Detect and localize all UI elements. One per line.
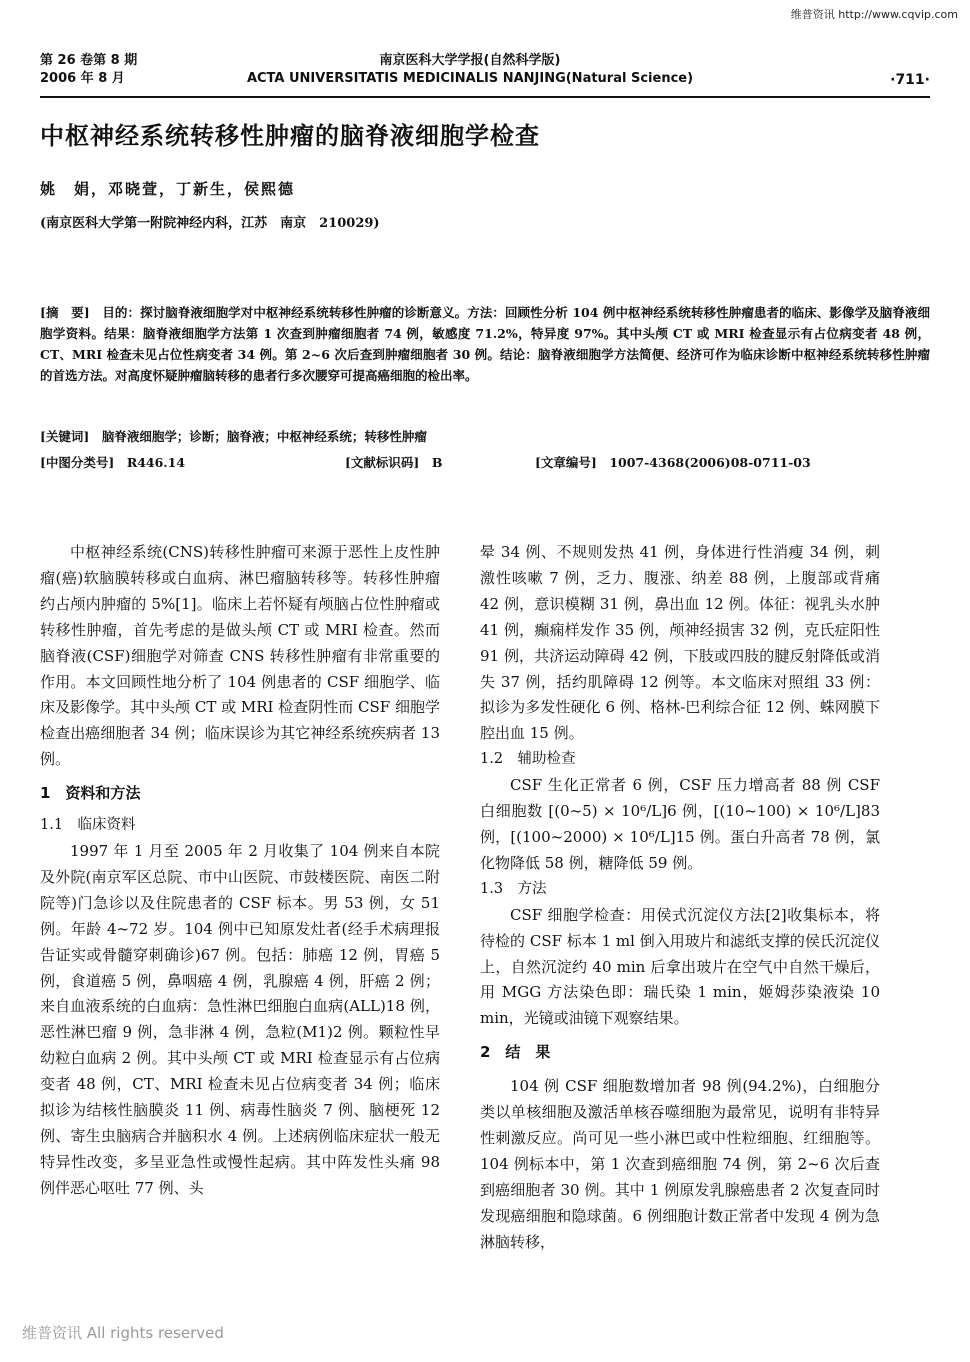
- date-label: 2006 年 8 月: [40, 71, 125, 86]
- section-1-2-heading: 1.2 辅助检查: [480, 751, 576, 768]
- article-title: 中枢神经系统转移性肿瘤的脑脊液细胞学检查: [40, 122, 540, 150]
- section-1-heading: 1 资料和方法: [40, 784, 141, 803]
- left-column: [40, 540, 440, 1202]
- section-1-2-paragraph: CSF 生化正常者 6 例，CSF 压力增高者 88 例 CSF 白细胞数 [(0~5) × 10⁶/L]6 例，[(10~100) × 10⁶/L]83 例，[(100~2000) × 10⁶/L]15 例。蛋白升高者 78 例，氯化物降低 58 例，糖降低 59 例。: [480, 776, 880, 872]
- authors: 姚 娟，邓晓萱，丁新生，侯熙德: [40, 180, 296, 198]
- journal-cn: 南京医科大学学报(自然科学版): [379, 53, 561, 68]
- page-number: ·711·: [890, 72, 930, 88]
- abstract: [摘 要] 目的：探讨脑脊液细胞学对中枢神经系统转移性肿瘤的诊断意义。方法：回顾性分析 104 例中枢神经系统转移性肿瘤患者的临床、影像学及脑脊液细胞学资料。结果：脑脊液细胞学方法第 1 次查到肿瘤细胞者 74 例，敏感度 71.2%，特异度 97%。其中头颅 CT 或 MRI 检查显示有占位病变者 48 例，CT、MRI 检查未见占位性病变者 34 例。第 2~6 次后查到肿瘤细胞者 30 例。结论：脑脊液细胞学方法简便、经济可作为临床诊断中枢神经系统转移性肿瘤的首选方法。对高度怀疑肿瘤脑转移的患者行多次腰穿可提高癌细胞的检出率。: [40, 305, 930, 383]
- footer-watermark: 维普资讯 All rights reserved: [22, 1324, 224, 1342]
- right-column: [480, 540, 880, 1255]
- intro-paragraph: 中枢神经系统(CNS)转移性肿瘤可来源于恶性上皮性肿瘤(癌)软脑膜转移或白血病、淋巴瘤脑转移等。转移性肿瘤约占颅内肿瘤的 5%[1]。临床上若怀疑有颅脑占位性肿瘤或转移性肿瘤，首先考虑的是做头颅 CT 或 MRI 检查。然而脑脊液(CSF)细胞学对筛查 CNS 转移性肿瘤有非常重要的作用。本文回顾性地分析了 104 例患者的 CSF 细胞学、临床及影像学。其中头颅 CT 或 MRI 检查阴性而 CSF 细胞学检查出癌细胞者 34 例；临床误诊为其它神经系统疾病者 13 例。: [40, 543, 440, 769]
- section-1-1-heading: 1.1 临床资料: [40, 817, 136, 834]
- document-code: [文献标识码] B: [345, 455, 443, 470]
- article-number: [文章编号] 1007-4368(2006)08-0711-03: [535, 455, 811, 470]
- keywords: [关键词] 脑脊液细胞学；诊断；脑脊液；中枢神经系统；转移性肿瘤: [40, 429, 427, 444]
- affiliation: (南京医科大学第一附院神经内科，江苏 南京 210029): [40, 216, 380, 231]
- section-1-1-paragraph: 1997 年 1 月至 2005 年 2 月收集了 104 例来自本院及外院(南京军区总院、市中山医院、市鼓楼医院、南医二附院等)门急诊以及住院患者的 CSF 标本。男 53 例，女 51 例。年龄 4~72 岁。104 例中已知原发灶者(经手术病理报告证实或骨髓穿刺确诊)67 例。包括：肺癌 12 例，胃癌 5 例，食道癌 5 例，鼻咽癌 4 例，乳腺癌 4 例，肝癌 2 例；来自血液系统的白血病：急性淋巴细胞白血病(ALL)18 例，恶性淋巴瘤 9 例，急非淋 4 例，急粒(M1)2 例。颗粒性早幼粒白血病 2 例。其中头颅 CT 或 MRI 检查显示有占位病变者 48 例，CT、MRI 检查未见占位病变者 34 例；临床拟诊为结核性脑膜炎 11 例、病毒性脑炎 7 例、脑梗死 12 例、寄生虫脑病合并脑积水 4 例。上述病例临床症状一般无特异性改变，多呈亚急性或慢性起病。其中阵发性头痛 98 例伴恶心呕吐 77 例、头: [40, 841, 440, 1197]
- section-2-heading: 2 结 果: [480, 1043, 551, 1062]
- section-2-paragraph: 104 例 CSF 细胞数增加者 98 例(94.2%)，白细胞分类以单核细胞及激活单核吞噬细胞为最常见，说明有非特异性刺激反应。尚可见一些小淋巴或中性粒细胞、红细胞等。104 例标本中，第 1 次查到癌细胞 74 例，第 2~6 次后查到癌细胞者 30 例。其中 1 例原发乳腺癌患者 2 次复查同时发现癌细胞和隐球菌。6 例细胞计数正常者中发现 4 例为急淋脑转移，: [480, 1077, 880, 1251]
- header-rule: [40, 96, 930, 98]
- class-number: [中图分类号] R446.14: [40, 455, 186, 470]
- issue-info: [40, 52, 137, 88]
- journal-en: ACTA UNIVERSITATIS MEDICINALIS NANJING(Natural Science): [246, 71, 694, 86]
- watermark-top: 维普资讯 http://www.cqvip.com: [790, 8, 958, 21]
- volume-label: 第 26 卷第 8 期: [40, 53, 138, 68]
- section-1-3-paragraph: CSF 细胞学检查：用侯式沉淀仪方法[2]收集标本，将待检的 CSF 标本 1 ml 倒入用玻片和滤纸支撑的侯氏沉淀仪上，自然沉淀约 40 min 后拿出玻片在空气中自然干燥后，用 MGG 方法染色即：瑞氏染 1 min，姬姆莎染液染 10 min，光镜或油镜下观察结果。: [480, 905, 880, 1028]
- section-1-3-heading: 1.3 方法: [480, 880, 547, 897]
- journal-name: [240, 52, 700, 88]
- continued-paragraph: 晕 34 例、不规则发热 41 例，身体进行性消瘦 34 例，刺激性咳嗽 7 例，乏力、腹涨、纳差 88 例，上腹部或背痛 42 例，意识模糊 31 例，鼻出血 12 例。体征：视乳头水肿 41 例，癫痫样发作 35 例，颅神经损害 32 例，克氏症阳性 91 例，共济运动障碍 42 例，下肢或四肢的腱反射降低或消失 37 例，括约肌障碍 12 例等。本文临床对照组 33 例：拟诊为多发性硬化 6 例、格林-巴利综合征 12 例、蛛网膜下腔出血 15 例。: [480, 543, 880, 743]
